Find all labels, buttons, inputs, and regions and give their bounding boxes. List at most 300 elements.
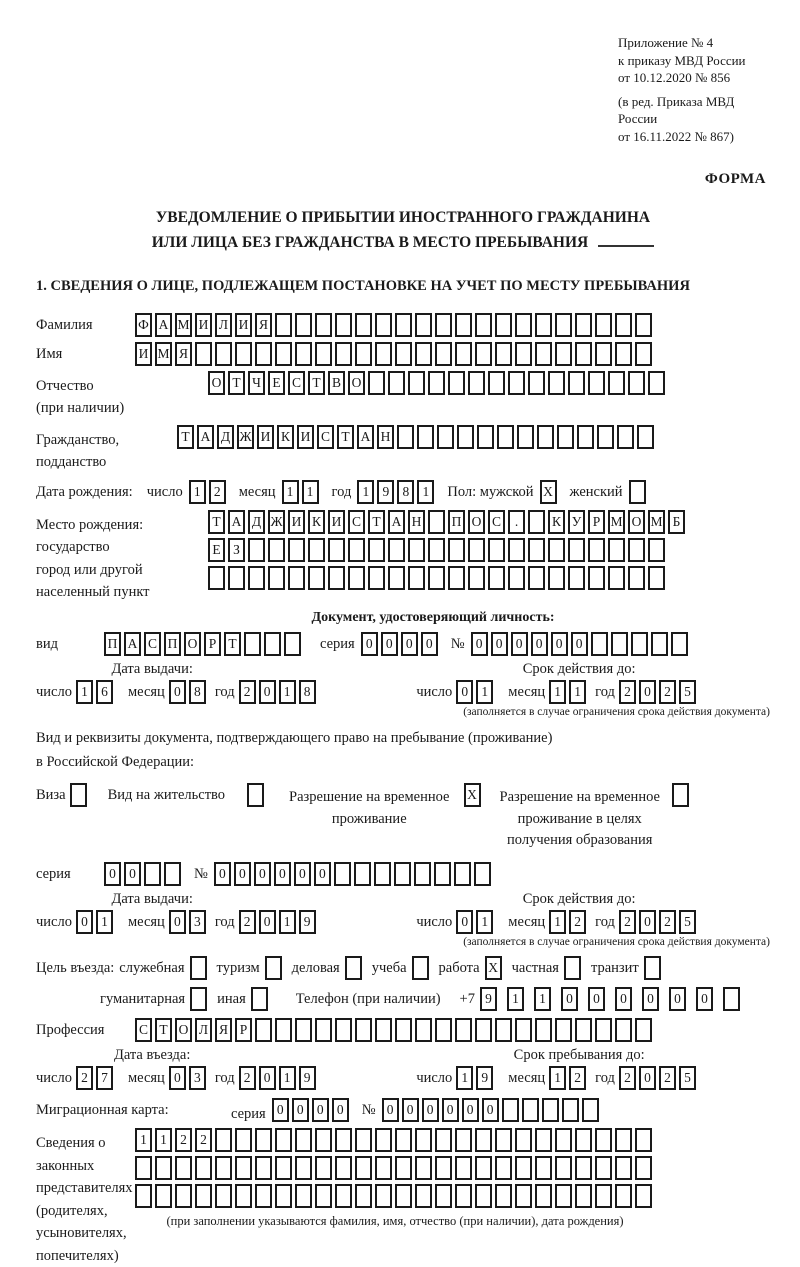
- char-cell[interactable]: Ж: [237, 425, 254, 449]
- char-cell[interactable]: [475, 1184, 492, 1208]
- char-cell[interactable]: 2: [569, 1066, 586, 1090]
- char-cell[interactable]: [535, 1184, 552, 1208]
- char-cell[interactable]: 0: [294, 862, 311, 886]
- char-cell[interactable]: Д: [248, 510, 265, 534]
- char-cell[interactable]: О: [175, 1018, 192, 1042]
- char-cell[interactable]: [268, 566, 285, 590]
- char-cell[interactable]: Л: [195, 1018, 212, 1042]
- char-cell[interactable]: [595, 1156, 612, 1180]
- char-cell[interactable]: У: [568, 510, 585, 534]
- char-cell[interactable]: [408, 566, 425, 590]
- char-cell[interactable]: 0: [491, 632, 508, 656]
- char-cell[interactable]: 1: [279, 1066, 296, 1090]
- char-cell[interactable]: [575, 1184, 592, 1208]
- char-cell[interactable]: [502, 1098, 519, 1122]
- char-cell[interactable]: К: [308, 510, 325, 534]
- char-cell[interactable]: [597, 425, 614, 449]
- char-cell[interactable]: [195, 1156, 212, 1180]
- char-cell[interactable]: [671, 632, 688, 656]
- char-cell[interactable]: 9: [377, 480, 394, 504]
- char-cell[interactable]: Т: [224, 632, 241, 656]
- char-cell[interactable]: [455, 1184, 472, 1208]
- char-cell[interactable]: 1: [189, 480, 206, 504]
- char-cell[interactable]: [648, 371, 665, 395]
- char-cell[interactable]: 0: [588, 987, 605, 1011]
- char-cell[interactable]: [275, 342, 292, 366]
- char-cell[interactable]: [244, 632, 261, 656]
- char-cell[interactable]: [537, 425, 554, 449]
- char-cell[interactable]: [637, 425, 654, 449]
- char-cell[interactable]: [255, 1156, 272, 1180]
- char-cell[interactable]: [408, 538, 425, 562]
- char-cell[interactable]: Ж: [268, 510, 285, 534]
- char-cell[interactable]: [448, 538, 465, 562]
- char-cell[interactable]: [415, 1128, 432, 1152]
- residence-permit-checkbox[interactable]: [247, 783, 264, 807]
- char-cell[interactable]: [215, 342, 232, 366]
- char-cell[interactable]: [375, 1128, 392, 1152]
- char-cell[interactable]: [468, 371, 485, 395]
- char-cell[interactable]: 3: [189, 910, 206, 934]
- char-cell[interactable]: 2: [619, 910, 636, 934]
- char-cell[interactable]: [457, 425, 474, 449]
- char-cell[interactable]: 0: [561, 987, 578, 1011]
- purpose-study-checkbox[interactable]: [412, 956, 429, 980]
- char-cell[interactable]: [515, 1018, 532, 1042]
- char-cell[interactable]: Е: [268, 371, 285, 395]
- char-cell[interactable]: [315, 1018, 332, 1042]
- char-cell[interactable]: С: [288, 371, 305, 395]
- char-cell[interactable]: [235, 1128, 252, 1152]
- char-cell[interactable]: [388, 566, 405, 590]
- char-cell[interactable]: 0: [214, 862, 231, 886]
- char-cell[interactable]: [595, 313, 612, 337]
- char-cell[interactable]: [348, 538, 365, 562]
- char-cell[interactable]: [395, 1156, 412, 1180]
- char-cell[interactable]: [415, 342, 432, 366]
- char-cell[interactable]: [375, 313, 392, 337]
- char-cell[interactable]: [175, 1156, 192, 1180]
- char-cell[interactable]: Т: [368, 510, 385, 534]
- char-cell[interactable]: [315, 1184, 332, 1208]
- char-cell[interactable]: 1: [456, 1066, 473, 1090]
- char-cell[interactable]: [535, 1018, 552, 1042]
- char-cell[interactable]: 0: [169, 910, 186, 934]
- char-cell[interactable]: [448, 566, 465, 590]
- char-cell[interactable]: [495, 1128, 512, 1152]
- char-cell[interactable]: [175, 1184, 192, 1208]
- char-cell[interactable]: О: [348, 371, 365, 395]
- char-cell[interactable]: 0: [259, 1066, 276, 1090]
- char-cell[interactable]: [434, 862, 451, 886]
- char-cell[interactable]: М: [175, 313, 192, 337]
- char-cell[interactable]: 1: [549, 1066, 566, 1090]
- char-cell[interactable]: Т: [337, 425, 354, 449]
- char-cell[interactable]: [235, 342, 252, 366]
- char-cell[interactable]: [508, 566, 525, 590]
- char-cell[interactable]: 9: [480, 987, 497, 1011]
- char-cell[interactable]: [448, 371, 465, 395]
- char-cell[interactable]: [414, 862, 431, 886]
- char-cell[interactable]: [535, 1156, 552, 1180]
- char-cell[interactable]: [475, 313, 492, 337]
- char-cell[interactable]: 9: [476, 1066, 493, 1090]
- char-cell[interactable]: [295, 1184, 312, 1208]
- char-cell[interactable]: 1: [76, 680, 93, 704]
- char-cell[interactable]: [535, 1128, 552, 1152]
- char-cell[interactable]: [651, 632, 668, 656]
- char-cell[interactable]: [455, 1018, 472, 1042]
- char-cell[interactable]: М: [155, 342, 172, 366]
- char-cell[interactable]: [435, 1018, 452, 1042]
- char-cell[interactable]: 0: [254, 862, 271, 886]
- char-cell[interactable]: 0: [462, 1098, 479, 1122]
- char-cell[interactable]: [228, 566, 245, 590]
- char-cell[interactable]: [548, 538, 565, 562]
- char-cell[interactable]: М: [648, 510, 665, 534]
- char-cell[interactable]: [548, 566, 565, 590]
- char-cell[interactable]: [355, 1184, 372, 1208]
- char-cell[interactable]: [328, 538, 345, 562]
- char-cell[interactable]: 1: [357, 480, 374, 504]
- char-cell[interactable]: [628, 371, 645, 395]
- char-cell[interactable]: [515, 313, 532, 337]
- char-cell[interactable]: [355, 1128, 372, 1152]
- char-cell[interactable]: [455, 342, 472, 366]
- char-cell[interactable]: К: [277, 425, 294, 449]
- char-cell[interactable]: [375, 1156, 392, 1180]
- char-cell[interactable]: [455, 313, 472, 337]
- char-cell[interactable]: [635, 1156, 652, 1180]
- char-cell[interactable]: А: [357, 425, 374, 449]
- char-cell[interactable]: [275, 1018, 292, 1042]
- char-cell[interactable]: [355, 1018, 372, 1042]
- char-cell[interactable]: М: [608, 510, 625, 534]
- char-cell[interactable]: [555, 342, 572, 366]
- char-cell[interactable]: 0: [615, 987, 632, 1011]
- char-cell[interactable]: [588, 566, 605, 590]
- char-cell[interactable]: Л: [215, 313, 232, 337]
- char-cell[interactable]: [334, 862, 351, 886]
- char-cell[interactable]: [335, 1156, 352, 1180]
- char-cell[interactable]: [528, 566, 545, 590]
- char-cell[interactable]: [375, 342, 392, 366]
- char-cell[interactable]: [555, 313, 572, 337]
- char-cell[interactable]: [164, 862, 181, 886]
- char-cell[interactable]: [575, 1156, 592, 1180]
- char-cell[interactable]: [495, 1156, 512, 1180]
- char-cell[interactable]: [528, 538, 545, 562]
- char-cell[interactable]: [468, 566, 485, 590]
- char-cell[interactable]: [515, 1156, 532, 1180]
- char-cell[interactable]: 1: [549, 680, 566, 704]
- char-cell[interactable]: [215, 1184, 232, 1208]
- char-cell[interactable]: 9: [299, 910, 316, 934]
- char-cell[interactable]: [475, 342, 492, 366]
- char-cell[interactable]: [275, 313, 292, 337]
- char-cell[interactable]: [388, 538, 405, 562]
- char-cell[interactable]: [235, 1156, 252, 1180]
- char-cell[interactable]: 0: [551, 632, 568, 656]
- char-cell[interactable]: [562, 1098, 579, 1122]
- char-cell[interactable]: [611, 632, 628, 656]
- char-cell[interactable]: [388, 371, 405, 395]
- char-cell[interactable]: [395, 1128, 412, 1152]
- char-cell[interactable]: [417, 425, 434, 449]
- char-cell[interactable]: [375, 1018, 392, 1042]
- char-cell[interactable]: [135, 1184, 152, 1208]
- char-cell[interactable]: Т: [177, 425, 194, 449]
- char-cell[interactable]: [588, 538, 605, 562]
- char-cell[interactable]: [515, 342, 532, 366]
- char-cell[interactable]: 1: [417, 480, 434, 504]
- temp-edu-checkbox[interactable]: [672, 783, 689, 807]
- char-cell[interactable]: 2: [76, 1066, 93, 1090]
- char-cell[interactable]: [208, 566, 225, 590]
- char-cell[interactable]: [615, 313, 632, 337]
- char-cell[interactable]: [428, 510, 445, 534]
- char-cell[interactable]: [635, 1018, 652, 1042]
- char-cell[interactable]: 0: [76, 910, 93, 934]
- char-cell[interactable]: А: [124, 632, 141, 656]
- sex-male-checkbox[interactable]: X: [540, 480, 557, 504]
- char-cell[interactable]: [608, 538, 625, 562]
- char-cell[interactable]: 2: [659, 1066, 676, 1090]
- char-cell[interactable]: [582, 1098, 599, 1122]
- char-cell[interactable]: [542, 1098, 559, 1122]
- char-cell[interactable]: С: [317, 425, 334, 449]
- char-cell[interactable]: 0: [456, 680, 473, 704]
- char-cell[interactable]: Я: [255, 313, 272, 337]
- char-cell[interactable]: [477, 425, 494, 449]
- char-cell[interactable]: [264, 632, 281, 656]
- char-cell[interactable]: 1: [569, 680, 586, 704]
- char-cell[interactable]: [515, 1128, 532, 1152]
- char-cell[interactable]: [535, 313, 552, 337]
- char-cell[interactable]: 8: [397, 480, 414, 504]
- char-cell[interactable]: [348, 566, 365, 590]
- char-cell[interactable]: [495, 313, 512, 337]
- char-cell[interactable]: 0: [272, 1098, 289, 1122]
- char-cell[interactable]: 2: [239, 1066, 256, 1090]
- char-cell[interactable]: А: [155, 313, 172, 337]
- char-cell[interactable]: [555, 1184, 572, 1208]
- char-cell[interactable]: [295, 1018, 312, 1042]
- char-cell[interactable]: 0: [104, 862, 121, 886]
- char-cell[interactable]: 2: [175, 1128, 192, 1152]
- purpose-business-checkbox[interactable]: [345, 956, 362, 980]
- char-cell[interactable]: 0: [402, 1098, 419, 1122]
- char-cell[interactable]: [535, 342, 552, 366]
- char-cell[interactable]: 0: [471, 632, 488, 656]
- char-cell[interactable]: [635, 1184, 652, 1208]
- char-cell[interactable]: Р: [204, 632, 221, 656]
- char-cell[interactable]: [235, 1184, 252, 1208]
- char-cell[interactable]: 0: [639, 910, 656, 934]
- char-cell[interactable]: [635, 342, 652, 366]
- char-cell[interactable]: П: [104, 632, 121, 656]
- char-cell[interactable]: А: [197, 425, 214, 449]
- char-cell[interactable]: [295, 342, 312, 366]
- char-cell[interactable]: 5: [679, 910, 696, 934]
- char-cell[interactable]: Я: [215, 1018, 232, 1042]
- char-cell[interactable]: [368, 566, 385, 590]
- char-cell[interactable]: [255, 1184, 272, 1208]
- char-cell[interactable]: 0: [401, 632, 418, 656]
- char-cell[interactable]: [295, 1128, 312, 1152]
- char-cell[interactable]: 0: [639, 680, 656, 704]
- char-cell[interactable]: [631, 632, 648, 656]
- char-cell[interactable]: Т: [308, 371, 325, 395]
- char-cell[interactable]: 8: [299, 680, 316, 704]
- char-cell[interactable]: И: [297, 425, 314, 449]
- char-cell[interactable]: [575, 313, 592, 337]
- char-cell[interactable]: 1: [476, 910, 493, 934]
- char-cell[interactable]: [528, 510, 545, 534]
- char-cell[interactable]: 0: [696, 987, 713, 1011]
- char-cell[interactable]: 0: [292, 1098, 309, 1122]
- char-cell[interactable]: [248, 538, 265, 562]
- char-cell[interactable]: [517, 425, 534, 449]
- char-cell[interactable]: 0: [382, 1098, 399, 1122]
- char-cell[interactable]: [497, 425, 514, 449]
- char-cell[interactable]: 5: [679, 680, 696, 704]
- char-cell[interactable]: [354, 862, 371, 886]
- char-cell[interactable]: 1: [135, 1128, 152, 1152]
- char-cell[interactable]: [522, 1098, 539, 1122]
- char-cell[interactable]: [395, 313, 412, 337]
- char-cell[interactable]: 8: [189, 680, 206, 704]
- char-cell[interactable]: 2: [659, 910, 676, 934]
- char-cell[interactable]: [255, 1128, 272, 1152]
- char-cell[interactable]: Е: [208, 538, 225, 562]
- char-cell[interactable]: 2: [569, 910, 586, 934]
- char-cell[interactable]: [195, 342, 212, 366]
- char-cell[interactable]: [557, 425, 574, 449]
- char-cell[interactable]: 3: [189, 1066, 206, 1090]
- char-cell[interactable]: 1: [302, 480, 319, 504]
- temp-permit-checkbox[interactable]: X: [464, 783, 481, 807]
- char-cell[interactable]: [628, 538, 645, 562]
- char-cell[interactable]: [608, 371, 625, 395]
- char-cell[interactable]: [215, 1128, 232, 1152]
- char-cell[interactable]: [268, 538, 285, 562]
- char-cell[interactable]: [648, 538, 665, 562]
- char-cell[interactable]: П: [164, 632, 181, 656]
- char-cell[interactable]: [615, 1128, 632, 1152]
- char-cell[interactable]: [374, 862, 391, 886]
- char-cell[interactable]: [335, 1184, 352, 1208]
- char-cell[interactable]: [435, 1184, 452, 1208]
- char-cell[interactable]: [475, 1156, 492, 1180]
- char-cell[interactable]: [415, 1184, 432, 1208]
- char-cell[interactable]: А: [228, 510, 245, 534]
- char-cell[interactable]: 2: [195, 1128, 212, 1152]
- char-cell[interactable]: А: [388, 510, 405, 534]
- char-cell[interactable]: [648, 566, 665, 590]
- char-cell[interactable]: 1: [476, 680, 493, 704]
- char-cell[interactable]: 9: [299, 1066, 316, 1090]
- char-cell[interactable]: [615, 1156, 632, 1180]
- char-cell[interactable]: Т: [155, 1018, 172, 1042]
- purpose-private-checkbox[interactable]: [564, 956, 581, 980]
- purpose-official-checkbox[interactable]: [190, 956, 207, 980]
- char-cell[interactable]: 0: [571, 632, 588, 656]
- char-cell[interactable]: [455, 1156, 472, 1180]
- char-cell[interactable]: 1: [96, 910, 113, 934]
- char-cell[interactable]: [595, 342, 612, 366]
- char-cell[interactable]: Б: [668, 510, 685, 534]
- char-cell[interactable]: 5: [679, 1066, 696, 1090]
- char-cell[interactable]: 0: [381, 632, 398, 656]
- char-cell[interactable]: [615, 1018, 632, 1042]
- char-cell[interactable]: [595, 1018, 612, 1042]
- char-cell[interactable]: [255, 1018, 272, 1042]
- char-cell[interactable]: [195, 1184, 212, 1208]
- char-cell[interactable]: [308, 538, 325, 562]
- char-cell[interactable]: [335, 342, 352, 366]
- char-cell[interactable]: [428, 538, 445, 562]
- char-cell[interactable]: Ч: [248, 371, 265, 395]
- char-cell[interactable]: О: [184, 632, 201, 656]
- char-cell[interactable]: [528, 371, 545, 395]
- char-cell[interactable]: [315, 313, 332, 337]
- char-cell[interactable]: [397, 425, 414, 449]
- char-cell[interactable]: 0: [314, 862, 331, 886]
- char-cell[interactable]: 0: [169, 1066, 186, 1090]
- char-cell[interactable]: [555, 1156, 572, 1180]
- char-cell[interactable]: 1: [279, 680, 296, 704]
- char-cell[interactable]: [488, 371, 505, 395]
- char-cell[interactable]: 2: [239, 910, 256, 934]
- char-cell[interactable]: [575, 1018, 592, 1042]
- char-cell[interactable]: [335, 1018, 352, 1042]
- char-cell[interactable]: [495, 342, 512, 366]
- char-cell[interactable]: 7: [96, 1066, 113, 1090]
- char-cell[interactable]: [615, 342, 632, 366]
- char-cell[interactable]: О: [628, 510, 645, 534]
- char-cell[interactable]: [437, 425, 454, 449]
- char-cell[interactable]: [628, 566, 645, 590]
- char-cell[interactable]: С: [144, 632, 161, 656]
- char-cell[interactable]: [635, 313, 652, 337]
- char-cell[interactable]: [488, 566, 505, 590]
- char-cell[interactable]: И: [135, 342, 152, 366]
- char-cell[interactable]: [475, 1018, 492, 1042]
- char-cell[interactable]: [408, 371, 425, 395]
- char-cell[interactable]: [555, 1128, 572, 1152]
- char-cell[interactable]: [315, 342, 332, 366]
- char-cell[interactable]: И: [288, 510, 305, 534]
- char-cell[interactable]: Т: [228, 371, 245, 395]
- char-cell[interactable]: [394, 862, 411, 886]
- purpose-tourism-checkbox[interactable]: [265, 956, 282, 980]
- char-cell[interactable]: [415, 1156, 432, 1180]
- char-cell[interactable]: 1: [279, 910, 296, 934]
- char-cell[interactable]: [595, 1128, 612, 1152]
- char-cell[interactable]: [723, 987, 740, 1011]
- char-cell[interactable]: С: [488, 510, 505, 534]
- char-cell[interactable]: [275, 1128, 292, 1152]
- char-cell[interactable]: 2: [659, 680, 676, 704]
- char-cell[interactable]: 0: [422, 1098, 439, 1122]
- char-cell[interactable]: С: [135, 1018, 152, 1042]
- char-cell[interactable]: [288, 538, 305, 562]
- char-cell[interactable]: [295, 1156, 312, 1180]
- char-cell[interactable]: Р: [588, 510, 605, 534]
- char-cell[interactable]: [495, 1184, 512, 1208]
- char-cell[interactable]: [555, 1018, 572, 1042]
